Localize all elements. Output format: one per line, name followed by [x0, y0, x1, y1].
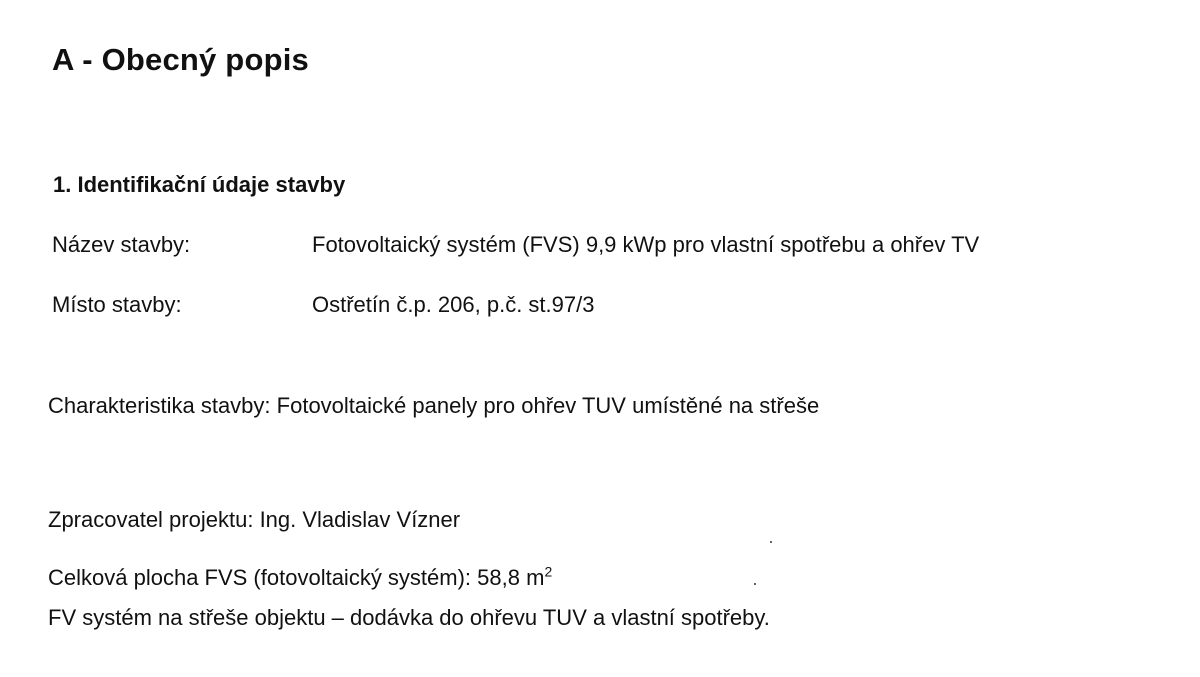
area-value: 58,8 m — [477, 565, 545, 590]
characteristics-line — [48, 393, 819, 419]
area-line — [48, 565, 552, 591]
characteristics-value: Fotovoltaické panely pro ohřev TUV umístěné na střeše — [276, 393, 820, 418]
scan-speck — [754, 583, 756, 585]
building-place-value: Ostřetín č.p. 206, p.č. st.97/3 — [312, 292, 595, 317]
area-label: Celková plocha FVS (fotovoltaický systém): — [48, 565, 472, 590]
building-place-label: Místo stavby: — [52, 292, 182, 317]
author-label: Zpracovatel projektu: — [48, 507, 254, 532]
section-heading: 1. Identifikační údaje stavby — [53, 172, 346, 197]
author-value: Ing. Vladislav Vízner — [259, 507, 461, 532]
building-name-value: Fotovoltaický systém (FVS) 9,9 kWp pro vlastní spotřebu a ohřev TV — [312, 232, 980, 257]
document-title: A - Obecný popis — [52, 42, 309, 77]
scan-speck — [770, 541, 772, 543]
system-note-line: FV systém na střeše objektu – dodávka do ohřevu TUV a vlastní spotřeby. — [48, 605, 770, 630]
characteristics-label: Charakteristika stavby: — [48, 393, 271, 418]
building-name-label: Název stavby: — [52, 232, 191, 257]
area-unit-superscript: 2 — [544, 563, 553, 580]
author-line — [48, 507, 460, 533]
